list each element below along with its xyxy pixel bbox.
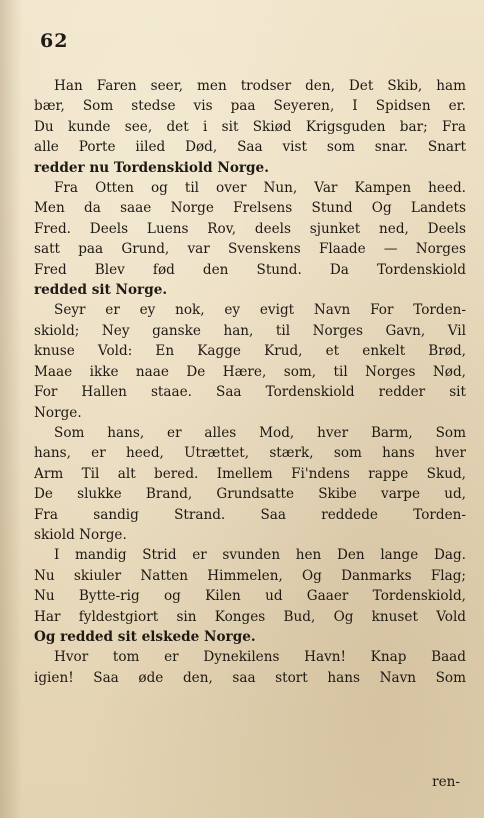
- page-number: 62: [40, 30, 69, 52]
- text-line: hans, er heed, Utrættet, stærk, som hans hver: [34, 445, 466, 462]
- text-line: I mandig Strid er svunden hen Den lange Dag.: [54, 547, 466, 564]
- text-line: Nu Bytte-rig og Kilen ud Gaaer Tordenskiold,: [34, 588, 466, 605]
- text-line: igien! Saa øde den, saa stort hans Navn Som: [34, 669, 466, 686]
- text-line: Fra Otten og til over Nun, Var Kampen heed.: [54, 180, 466, 197]
- text-line: satt paa Grund, var Svenskens Flaade — Norges: [34, 241, 466, 258]
- text-line: redded sit Norge.: [34, 282, 168, 299]
- poem-text: [34, 76, 466, 688]
- text-line: Nu skiuler Natten Himmelen, Og Danmarks Flag;: [34, 567, 466, 584]
- text-line: bær, Som stedse vis paa Seyeren, I Spidsen er.: [34, 98, 466, 115]
- text-line: skiold Norge.: [34, 526, 127, 543]
- text-line: Seyr er ey nok, ey evigt Navn For Torden-: [54, 302, 466, 319]
- text-line: Du kunde see, det i sit Skiød Krigsguden bar; Fra: [34, 118, 466, 135]
- text-line: For Hallen staae. Saa Tordenskiold redder sit: [34, 384, 466, 401]
- stanza-6: [34, 647, 466, 688]
- stanza-2: [34, 178, 466, 300]
- text-line: Fra sandig Strand. Saa reddede Torden-: [34, 506, 466, 523]
- text-line: Men da saae Norge Frelsens Stund Og Landets: [34, 200, 466, 217]
- text-line: Norge.: [34, 404, 82, 421]
- stanza-1: [34, 76, 466, 178]
- text-line: Og redded sit elskede Norge.: [34, 628, 256, 645]
- text-line: alle Porte iiled Død, Saa vist som snar. Snart: [34, 139, 466, 156]
- text-line: Som hans, er alles Mod, hver Barm, Som: [54, 424, 466, 441]
- stanza-3: [34, 300, 466, 422]
- text-line: Har fyldestgiort sin Konges Bud, Og knuset Vold: [34, 608, 466, 625]
- text-line: Maae ikke naae De Hære, som, til Norges Nød,: [34, 363, 466, 380]
- text-line: Fred Blev fød den Stund. Da Tordenskiold: [34, 261, 466, 278]
- text-line: knuse Vold: En Kagge Krud, et enkelt Brød,: [34, 343, 466, 360]
- stanza-4: [34, 423, 466, 545]
- text-line: Hvor tom er Dynekilens Havn! Knap Baad: [54, 649, 466, 666]
- text-line: skiold; Ney ganske han, til Norges Gavn, Vil: [34, 322, 466, 339]
- text-line: Arm Til alt bered. Imellem Fi'ndens rappe Skud,: [34, 465, 466, 482]
- text-line: De slukke Brand, Grundsatte Skibe varpe ud,: [34, 486, 466, 503]
- text-line: redder nu Tordenskiold Norge.: [34, 159, 269, 176]
- text-line: Han Faren seer, men trodser den, Det Skib, ham: [54, 78, 466, 94]
- stanza-5: [34, 545, 466, 647]
- text-line: Fred. Deels Luens Rov, deels sjunket ned, Deels: [34, 220, 466, 237]
- catchword: ren-: [432, 774, 460, 790]
